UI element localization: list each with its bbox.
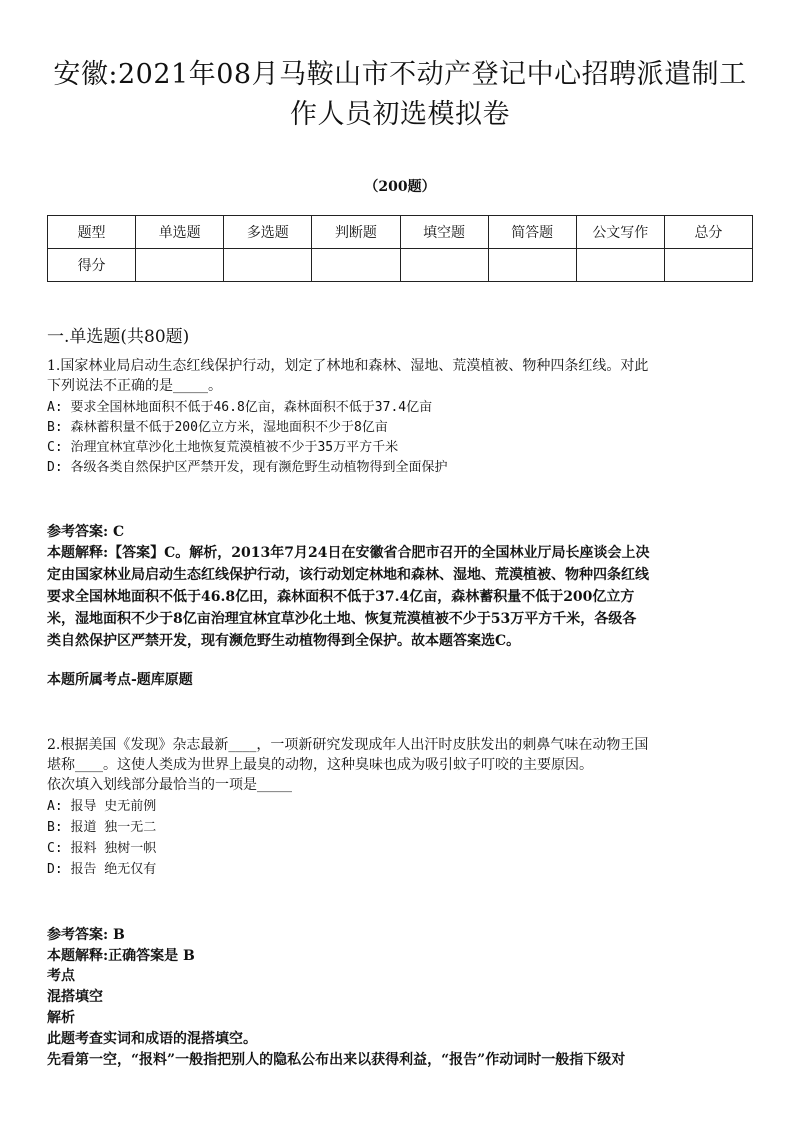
q1-option-b: B: 森林蓄积量不低于200亿立方米，湿地面积不少于8亿亩 — [47, 420, 388, 435]
q1-option-c: C: 治理宜林宜草沙化土地恢复荒漠植被不少于35万平方千米 — [47, 440, 399, 455]
score-row-label: 得分 — [48, 249, 136, 282]
q1-point: 本题所属考点-题库原题 — [47, 672, 193, 688]
q2-kaodian: 混搭填空 — [47, 989, 103, 1005]
q2-option-b: B: 报道 独一无二 — [47, 820, 157, 835]
score-cell — [488, 249, 576, 282]
q1-stem-line1: 1.国家林业局启动生态红线保护行动，划定了林地和森林、湿地、荒漠植被、物种四条红线。对此 — [47, 358, 649, 374]
score-cell — [664, 249, 752, 282]
score-header-cell: 单选题 — [136, 216, 224, 249]
q2-stem-line3: 依次填入划线部分最恰当的一项是_____ — [47, 777, 292, 793]
q1-option-a: A: 要求全国林地面积不低于46.8亿亩，森林面积不低于37.4亿亩 — [47, 400, 433, 415]
q2-kaodian-label: 考点 — [47, 968, 75, 984]
question-count: （200题） — [364, 179, 436, 195]
score-header-cell: 判断题 — [312, 216, 400, 249]
q1-explain-line: 米，湿地面积不少于8亿亩治理宜林宜草沙化土地、恢复荒漠植被不少于53万平方千米，各级各 — [47, 611, 637, 627]
q2-explain: 本题解释:正确答案是 B — [47, 948, 195, 964]
score-cell — [400, 249, 488, 282]
exam-title-line1: 安徽:2021年08月马鞍山市不动产登记中心招聘派遣制工 — [53, 59, 747, 90]
score-header-cell: 题型 — [48, 216, 136, 249]
q2-option-c: C: 报料 独树一帜 — [47, 841, 157, 856]
q1-explain-line: 要求全国林地面积不低于46.8亿田，森林面积不低于37.4亿亩，森林蓄积量不低于200亿立方 — [47, 589, 635, 605]
score-header-cell: 公文写作 — [576, 216, 664, 249]
q1-explain-line: 定由国家林业局启动生态红线保护行动，该行动划定林地和森林、湿地、荒漠植被、物种四条红线 — [47, 567, 649, 583]
section-title: 一.单选题(共80题) — [47, 327, 190, 347]
score-cell — [312, 249, 400, 282]
q2-option-a: A: 报导 史无前例 — [47, 799, 157, 814]
q1-stem-line2: 下列说法不正确的是_____。 — [47, 378, 222, 394]
q2-stem-line2: 堪称____。这使人类成为世界上最臭的动物，这种臭味也成为吸引蚊子叮咬的主要原因。 — [47, 757, 593, 773]
q2-answer: 参考答案: B — [47, 927, 125, 943]
q2-jiexi-line2: 先看第一空，“报料”一般指把别人的隐私公布出来以获得利益，“报告”作动词时一般指下级对 — [47, 1052, 626, 1068]
score-header-cell: 简答题 — [488, 216, 576, 249]
score-table-header-row — [48, 216, 753, 249]
score-cell — [224, 249, 312, 282]
exam-title-line2: 作人员初选模拟卷 — [290, 99, 510, 130]
q1-answer: 参考答案: C — [47, 524, 125, 540]
q2-jiexi-line1: 此题考查实词和成语的混搭填空。 — [47, 1031, 257, 1047]
q2-option-d: D: 报告 绝无仅有 — [47, 862, 157, 877]
score-table — [47, 215, 753, 282]
q1-explain-line: 类自然保护区严禁开发，现有濒危野生动植物得到全保护。故本题答案选C。 — [47, 633, 521, 649]
score-table-score-row — [48, 249, 753, 282]
score-header-cell: 多选题 — [224, 216, 312, 249]
q1-explain-line: 本题解释:【答案】C。解析，2013年7月24日在安徽省合肥市召开的全国林业厅局长座谈会上决 — [47, 545, 650, 561]
q2-stem-line1: 2.根据美国《发现》杂志最新____，一项新研究发现成年人出汗时皮肤发出的刺鼻气味在动物王国 — [47, 737, 649, 753]
q2-jiexi-label: 解析 — [47, 1010, 75, 1026]
q1-option-d: D: 各级各类自然保护区严禁开发，现有濒危野生动植物得到全面保护 — [47, 460, 448, 475]
score-header-cell: 填空题 — [400, 216, 488, 249]
score-cell — [576, 249, 664, 282]
score-header-cell: 总分 — [664, 216, 752, 249]
score-cell — [136, 249, 224, 282]
